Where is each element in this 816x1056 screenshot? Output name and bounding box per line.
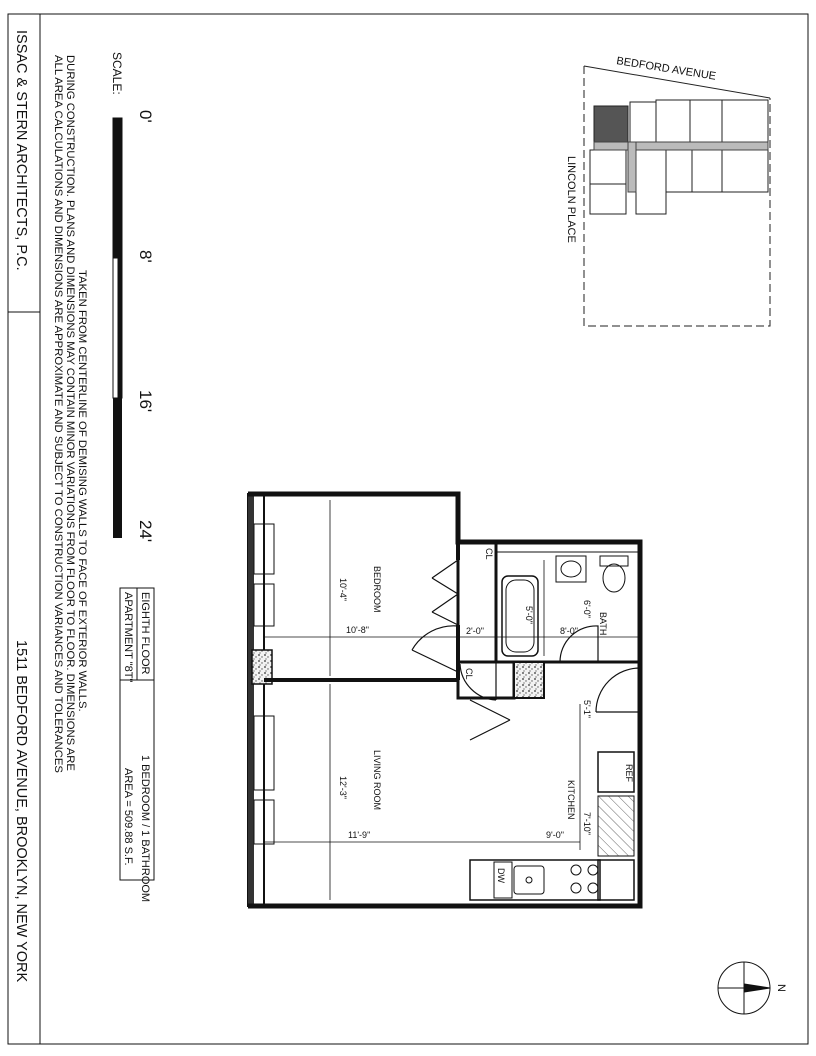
project-address: 1511 BEDFORD AVENUE, BROOKLYN, NEW YORK — [13, 640, 29, 983]
unit-area: AREA = 509.88 S.F. — [122, 768, 134, 866]
sheet-border — [8, 14, 808, 1044]
room-bath-dim-b: 8'-0" — [560, 626, 578, 636]
note-line-3: TAKEN FROM CENTERLINE OF DEMISING WALLS TO FACE OF EXTERIOR WALLS. — [76, 270, 88, 712]
kitchen-sink — [514, 866, 544, 894]
key-plan-street-lincoln: LINCOLN PLACE — [565, 156, 577, 243]
scale-tick-0: 0' — [136, 110, 155, 123]
room-bath-label: BATH — [598, 612, 608, 636]
north-arrow — [718, 962, 770, 1014]
room-bedroom-dim-b: 10'-8" — [346, 625, 369, 635]
scale-tick-24: 24' — [136, 520, 155, 543]
room-kitchen-dim-b: 9'-0" — [546, 830, 564, 840]
foyer-dimension: 5'-1" — [582, 700, 592, 718]
unit-floor: EIGHTH FLOOR — [139, 592, 151, 675]
scale-tick-8: 8' — [136, 250, 155, 263]
north-label: N — [775, 984, 787, 992]
scale-bar — [113, 118, 122, 538]
room-bedroom-dim-a: 10'-4" — [338, 578, 348, 601]
scale-tick-16: 16' — [136, 390, 155, 413]
room-bath-dim-a: 6'-0" — [582, 600, 592, 618]
floor-plan — [248, 494, 640, 906]
tub-dimension: 5'-0" — [524, 606, 534, 624]
firm-name: ISSAC & STERN ARCHITECTS, P.C. — [13, 30, 29, 271]
key-plan — [584, 66, 770, 326]
note-line-2: DURING CONSTRUCTION. PLANS AND DIMENSIONS MAY CONTAIN MINOR VARIATIONS FROM FLOOR TO FLOOR. DIMENSIONS ARE — [64, 55, 76, 771]
note-line-1: ALL AREA CALCULATIONS AND DIMENSIONS ARE APPROXIMATE AND SUBJECT TO CONSTRUCTION VARIANCES AND TOLERANCES — [52, 55, 64, 773]
unit-apartment: APARTMENT "8T" — [122, 592, 134, 683]
room-living-dim-b: 11'-9" — [348, 830, 371, 840]
room-living-label: LIVING ROOM — [372, 750, 382, 811]
scale-label: SCALE: — [110, 52, 124, 95]
refrigerator-label: REF — [624, 764, 634, 782]
stove — [571, 865, 598, 893]
room-kitchen-dim-a: 7'-10" — [582, 812, 592, 835]
dishwasher-label: DW — [496, 868, 506, 883]
room-bedroom-label: BEDROOM — [372, 566, 382, 613]
closet-2-label: CL — [464, 668, 474, 680]
hall-dimension: 2'-0" — [466, 626, 484, 636]
room-living-dim-a: 12'-3" — [338, 776, 348, 799]
unit-type: 1 BEDROOM / 1 BATHROOM — [139, 755, 151, 903]
closet-1-label: CL — [484, 548, 494, 560]
room-kitchen-label: KITCHEN — [566, 780, 576, 820]
key-plan-street-bedford: BEDFORD AVENUE — [615, 55, 717, 83]
